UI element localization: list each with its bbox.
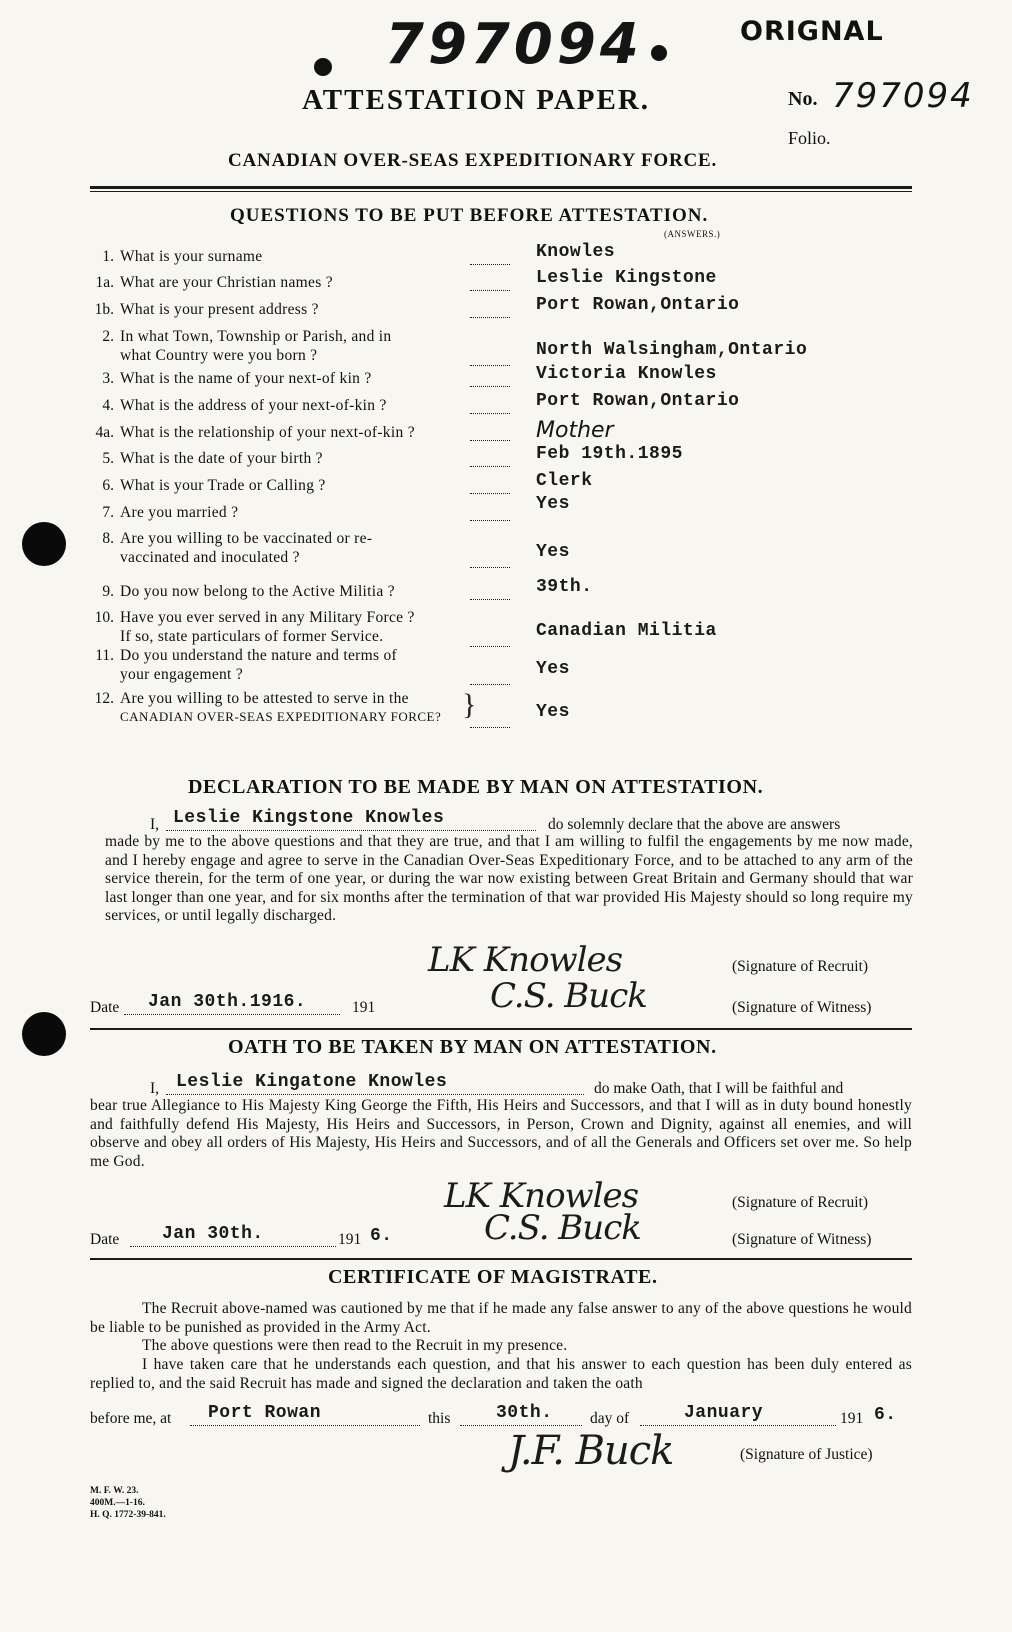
dotted-leader — [470, 317, 510, 318]
punch-hole-bottom — [22, 1012, 66, 1056]
bracket-mark: } — [462, 688, 477, 721]
question-number: 4a. — [95, 424, 114, 441]
dotted-leader — [470, 365, 510, 366]
folio-label: Folio. — [788, 128, 831, 148]
divider — [90, 186, 912, 189]
certificate-paragraph-3: I have taken care that he understands each question, and that his answer to each question has been duly entered as replied to, and the said Recruit has made and signed the declaration and taken the oath — [90, 1356, 912, 1392]
question-text-continued: your engagement ? — [120, 666, 244, 683]
question-number: 1b. — [94, 301, 114, 318]
dotted-leader — [470, 599, 510, 600]
answer-value: Port Rowan,Ontario — [536, 295, 740, 315]
certificate-paragraph-1: The Recruit above-named was cautioned by me that if he made any false answer to any of the above questions he would be liable to be punished as provided in the Army Act. — [90, 1300, 912, 1336]
ink-blot — [314, 58, 332, 76]
answer-value: Yes — [536, 542, 570, 562]
certificate-this-label: this — [428, 1410, 451, 1427]
question-text: What is the address of your next-of-kin ? — [120, 397, 387, 414]
answer-value: Clerk — [536, 471, 593, 491]
answer-value: Yes — [536, 702, 570, 722]
certificate-before-label: before me, at — [90, 1410, 172, 1427]
question-number: 1. — [102, 248, 114, 265]
question-number: 5. — [102, 450, 114, 467]
declaration-prefix: I, — [150, 816, 160, 833]
questions-section-title: QUESTIONS TO BE PUT BEFORE ATTESTATION. — [230, 205, 709, 226]
question-text: Are you married ? — [120, 504, 239, 521]
page-subtitle: CANADIAN OVER-SEAS EXPEDITIONARY FORCE. — [228, 150, 718, 171]
answer-value: Feb 19th.1895 — [536, 444, 683, 464]
question-number: 4. — [102, 397, 114, 414]
question-text-continued: If so, state particulars of former Service. — [120, 628, 384, 645]
certificate-paragraph-2: The above questions were then read to the Recruit in my presence. — [142, 1337, 568, 1354]
form-code-line-1: M. F. W. 23. — [90, 1486, 139, 1496]
answer-value: Yes — [536, 659, 570, 679]
question-number: 1a. — [95, 274, 114, 291]
certificate-place: Port Rowan — [208, 1403, 322, 1423]
declaration-witness-label: (Signature of Witness) — [732, 999, 872, 1016]
no-label: No. — [788, 88, 818, 110]
question-number: 11. — [95, 647, 114, 664]
dotted-line — [124, 1014, 340, 1015]
certificate-justice-signature: J.F. Buck — [508, 1428, 674, 1474]
declaration-witness-signature: C.S. Buck — [490, 976, 647, 1016]
form-code-line-2: 400M.—1-16. — [90, 1498, 145, 1508]
question-number: 2. — [102, 328, 114, 345]
question-text: What is your surname — [120, 248, 263, 265]
question-text: What is the date of your birth ? — [120, 450, 323, 467]
dotted-leader — [470, 493, 510, 494]
oath-text-after-name: do make Oath, that I will be faithful and — [594, 1080, 844, 1097]
dotted-line — [460, 1425, 582, 1426]
question-text: Have you ever served in any Military Force ? — [120, 609, 415, 626]
dotted-leader — [470, 290, 510, 291]
dotted-leader — [470, 520, 510, 521]
answer-value: Mother — [536, 418, 614, 443]
dotted-line — [640, 1425, 836, 1426]
declaration-body: made by me to the above questions and that they are true, and that I am willing to fulfil the engagements by me now made, and I hereby engage and agree to serve in the Canadian Over-Seas Expeditionary Force, and to be attached to any arm of the service therein, for the term of one year, or during the war now existing between Great Britain and Germany should that war last longer than one year, and for six months after the termination of that war provided His Majesty should so long require my services, or until legally discharged. — [105, 833, 913, 924]
oath-date-label: Date — [90, 1231, 120, 1248]
declaration-title: DECLARATION TO BE MADE BY MAN ON ATTESTATION. — [188, 776, 764, 798]
dotted-line — [130, 1246, 336, 1247]
declaration-name: Leslie Kingstone Knowles — [173, 808, 445, 828]
question-number: 7. — [102, 504, 114, 521]
dotted-leader — [470, 440, 510, 441]
oath-prefix: I, — [150, 1080, 160, 1097]
question-text: Are you willing to be vaccinated or re- — [120, 530, 373, 547]
dotted-line — [166, 1094, 584, 1095]
question-text: What is your Trade or Calling ? — [120, 477, 326, 494]
declaration-year-print: 191 — [352, 999, 376, 1016]
question-text: Are you willing to be attested to serve in the — [120, 690, 409, 707]
question-number: 6. — [102, 477, 114, 494]
question-number: 12. — [94, 690, 114, 707]
dotted-line — [190, 1425, 420, 1426]
answer-value: North Walsingham,Ontario — [536, 340, 808, 360]
answer-value: Port Rowan,Ontario — [536, 391, 740, 411]
divider — [90, 191, 912, 192]
oath-recruit-label: (Signature of Recruit) — [732, 1194, 869, 1211]
original-stamp: ORIGNAL — [740, 16, 884, 47]
question-text-continued: what Country were you born ? — [120, 347, 318, 364]
question-text: What is the relationship of your next-of-kin ? — [120, 424, 415, 441]
oath-recruit-signature: LK Knowles — [444, 1176, 639, 1216]
dotted-line — [166, 830, 536, 831]
certificate-year-hand: 6. — [874, 1405, 897, 1425]
declaration-text-after-name: do solemnly declare that the above are answers — [548, 816, 841, 833]
dotted-leader — [470, 386, 510, 387]
dotted-leader — [470, 684, 510, 685]
question-number: 3. — [102, 370, 114, 387]
certificate-justice-label: (Signature of Justice) — [740, 1446, 873, 1463]
punch-hole-top — [22, 522, 66, 566]
divider — [90, 1028, 912, 1030]
declaration-date-label: Date — [90, 999, 120, 1016]
handwritten-number: 797094 — [385, 12, 643, 77]
oath-year-hand: 6. — [370, 1226, 393, 1246]
dotted-leader — [470, 466, 510, 467]
answer-value: Knowles — [536, 242, 616, 262]
oath-date-value: Jan 30th. — [162, 1224, 264, 1244]
question-text: Do you understand the nature and terms of — [120, 647, 398, 664]
divider — [90, 1258, 912, 1260]
dotted-leader — [470, 727, 510, 728]
question-text: In what Town, Township or Parish, and in — [120, 328, 392, 345]
question-text: What are your Christian names ? — [120, 274, 333, 291]
oath-witness-signature: C.S. Buck — [484, 1208, 641, 1248]
question-number: 8. — [102, 530, 114, 547]
certificate-day: 30th. — [496, 1403, 553, 1423]
question-text: What is your present address ? — [120, 301, 319, 318]
question-text: Do you now belong to the Active Militia ? — [120, 583, 395, 600]
dotted-leader — [470, 567, 510, 568]
question-text-continued: vaccinated and inoculated ? — [120, 549, 300, 566]
certificate-title: CERTIFICATE OF MAGISTRATE. — [328, 1266, 658, 1288]
question-text-continued: CANADIAN OVER-SEAS EXPEDITIONARY FORCE? — [120, 709, 442, 724]
question-text: What is the name of your next-of kin ? — [120, 370, 372, 387]
oath-body: bear true Allegiance to His Majesty King George the Fifth, His Heirs and Successors, and that I will as in duty bound honestly and faithfully defend His Majesty, His Heirs and Successors, in Person, Crown and Dignity, against all enemies, and will observe and obey all orders of His Majesty, His Heirs and Successors, and of all the Generals and Officers set over me. So help me God. — [90, 1097, 912, 1170]
answers-label: (ANSWERS.) — [664, 229, 721, 239]
oath-name: Leslie Kingatone Knowles — [176, 1072, 448, 1092]
certificate-day-of-label: day of — [590, 1410, 630, 1427]
declaration-date-value: Jan 30th.1916. — [148, 992, 307, 1012]
answer-value: 39th. — [536, 577, 593, 597]
oath-year-print: 191 — [338, 1231, 362, 1248]
dotted-leader — [470, 646, 510, 647]
oath-title: OATH TO BE TAKEN BY MAN ON ATTESTATION. — [228, 1036, 717, 1058]
no-value: 797094 — [832, 76, 974, 116]
certificate-year-print: 191 — [840, 1410, 864, 1427]
question-number: 9. — [102, 583, 114, 600]
oath-witness-label: (Signature of Witness) — [732, 1231, 872, 1248]
declaration-recruit-label: (Signature of Recruit) — [732, 958, 869, 975]
form-code-line-3: H. Q. 1772-39-841. — [90, 1510, 166, 1520]
dotted-leader — [470, 264, 510, 265]
answer-value: Canadian Militia — [536, 621, 717, 641]
question-number: 10. — [94, 609, 114, 626]
page-title: ATTESTATION PAPER. — [302, 84, 651, 116]
ink-blot — [651, 45, 667, 61]
declaration-recruit-signature: LK Knowles — [428, 940, 623, 980]
answer-value: Yes — [536, 494, 570, 514]
certificate-month: January — [684, 1403, 764, 1423]
answer-value: Victoria Knowles — [536, 364, 717, 384]
dotted-leader — [470, 413, 510, 414]
answer-value: Leslie Kingstone — [536, 268, 717, 288]
